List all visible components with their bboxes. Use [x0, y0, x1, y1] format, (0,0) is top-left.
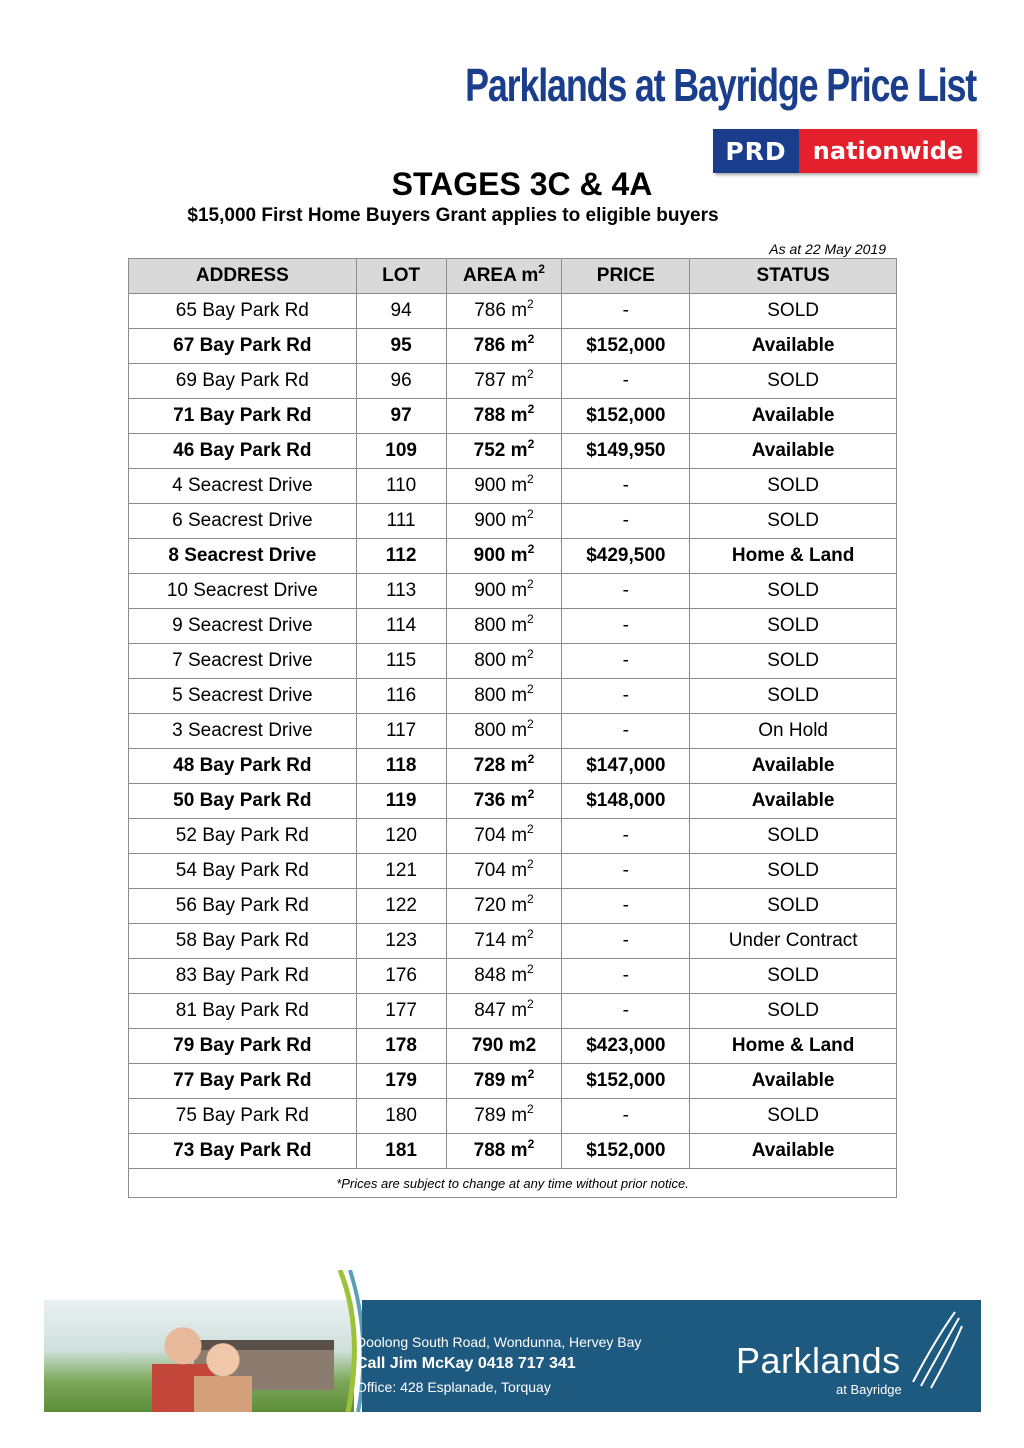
cell-status: Available [690, 434, 897, 469]
cell-price: $429,500 [562, 539, 690, 574]
area-exponent: 2 [527, 472, 534, 486]
cell-address: 54 Bay Park Rd [129, 854, 357, 889]
table-row [129, 749, 897, 784]
cell-status: Home & Land [690, 1029, 897, 1064]
cell-address: 81 Bay Park Rd [129, 994, 357, 1029]
area-unit: m [511, 1105, 528, 1126]
cell-price: $152,000 [562, 329, 690, 364]
cell-status: Available [690, 784, 897, 819]
parklands-logo-subtext: at Bayridge [836, 1382, 902, 1397]
cell-address: 67 Bay Park Rd [129, 329, 357, 364]
cell-status: SOLD [690, 679, 897, 714]
table-row [129, 539, 897, 574]
area-exponent: 2 [527, 402, 535, 416]
area-unit: m [511, 370, 528, 391]
area-unit: m [511, 965, 528, 986]
cell-address: 4 Seacrest Drive [129, 469, 357, 504]
cell-price: $152,000 [562, 1064, 690, 1099]
cell-lot: 178 [356, 1029, 446, 1064]
table-row [129, 574, 897, 609]
cell-status: SOLD [690, 574, 897, 609]
table-row [129, 469, 897, 504]
cell-area [446, 574, 562, 609]
area-exponent: 2 [527, 332, 535, 346]
cell-price: - [562, 924, 690, 959]
area-exponent: 2 [527, 962, 534, 976]
table-row [129, 609, 897, 644]
cell-area [446, 714, 562, 749]
parklands-leaf-icon [905, 1310, 965, 1390]
table-row [129, 819, 897, 854]
area-value: 786 [473, 335, 506, 356]
cell-price: - [562, 889, 690, 924]
cell-lot: 119 [356, 784, 446, 819]
area-value: 714 [474, 930, 506, 951]
cell-lot: 118 [356, 749, 446, 784]
table-row [129, 854, 897, 889]
cell-status: SOLD [690, 959, 897, 994]
area-exponent: 2 [527, 752, 535, 766]
cell-price: - [562, 1099, 690, 1134]
cell-status: Available [690, 749, 897, 784]
cell-price: $147,000 [562, 749, 690, 784]
table-row [129, 994, 897, 1029]
area-exponent: 2 [527, 927, 534, 941]
cell-lot: 114 [356, 609, 446, 644]
cell-price: $152,000 [562, 399, 690, 434]
cell-area [446, 924, 562, 959]
area-unit: m [511, 860, 528, 881]
cell-address: 3 Seacrest Drive [129, 714, 357, 749]
cell-area [446, 399, 562, 434]
cell-address: 5 Seacrest Drive [129, 679, 357, 714]
area-exponent: 2 [527, 857, 534, 871]
area-value: 720 [474, 895, 506, 916]
cell-price: - [562, 959, 690, 994]
area-header-label: AREA m [462, 265, 539, 286]
area-unit: m [511, 300, 528, 321]
cell-price: - [562, 574, 690, 609]
area-value: 800 [474, 615, 506, 636]
area-unit: m [510, 440, 528, 461]
table-row [129, 924, 897, 959]
area-unit: m [510, 790, 528, 811]
area-value: 704 [474, 860, 506, 881]
area-unit: m [511, 895, 528, 916]
table-row [129, 364, 897, 399]
column-header-price: PRICE [562, 259, 690, 294]
area-value: 728 [473, 755, 506, 776]
cell-lot: 176 [356, 959, 446, 994]
area-value: 800 [474, 650, 506, 671]
area-unit: m [510, 405, 528, 426]
price-footnote: *Prices are subject to change at any time without prior notice. [129, 1169, 897, 1198]
table-row [129, 784, 897, 819]
footnote-row [129, 1169, 897, 1198]
cell-price: - [562, 469, 690, 504]
cell-address: 7 Seacrest Drive [129, 644, 357, 679]
cell-price: - [562, 294, 690, 329]
cell-area: 790 m2 [446, 1029, 562, 1064]
table-row [129, 959, 897, 994]
table-row [129, 434, 897, 469]
cell-address: 50 Bay Park Rd [129, 784, 357, 819]
cell-status: Under Contract [690, 924, 897, 959]
area-exponent: 2 [527, 1137, 535, 1151]
cell-status: Available [690, 329, 897, 364]
area-value: 787 [474, 370, 506, 391]
cell-area [446, 959, 562, 994]
cell-address: 6 Seacrest Drive [129, 504, 357, 539]
cell-address: 8 Seacrest Drive [129, 539, 357, 574]
table-row [129, 1029, 897, 1064]
cell-status: SOLD [690, 644, 897, 679]
cell-address: 65 Bay Park Rd [129, 294, 357, 329]
cell-status: Available [690, 1134, 897, 1169]
cell-lot: 97 [356, 399, 446, 434]
cell-area [446, 749, 562, 784]
cell-status: SOLD [690, 819, 897, 854]
cell-address: 10 Seacrest Drive [129, 574, 357, 609]
cell-price: - [562, 714, 690, 749]
cell-price: - [562, 364, 690, 399]
area-unit: m [510, 1140, 528, 1161]
area-value: 788 [473, 405, 506, 426]
person-image [194, 1342, 252, 1412]
area-exponent: 2 [527, 682, 534, 696]
cell-lot: 115 [356, 644, 446, 679]
area-unit: m [511, 720, 528, 741]
nationwide-logo-text: nationwide [799, 129, 977, 173]
area-unit: m [511, 930, 528, 951]
table-row [129, 1099, 897, 1134]
table-row [129, 889, 897, 924]
area-exponent: 2 [527, 787, 535, 801]
area-value: 752 [473, 440, 506, 461]
footer-office: Office: 428 Esplanade, Torquay [356, 1379, 551, 1395]
cell-status: SOLD [690, 504, 897, 539]
cell-price: $148,000 [562, 784, 690, 819]
area-exponent: 2 [527, 297, 534, 311]
cell-status: SOLD [690, 994, 897, 1029]
cell-lot: 112 [356, 539, 446, 574]
cell-address: 71 Bay Park Rd [129, 399, 357, 434]
table-row [129, 679, 897, 714]
cell-area [446, 854, 562, 889]
cell-status: SOLD [690, 609, 897, 644]
cell-lot: 116 [356, 679, 446, 714]
area-value: 788 [473, 1140, 506, 1161]
cell-area [446, 609, 562, 644]
cell-area [446, 1099, 562, 1134]
cell-price: $152,000 [562, 1134, 690, 1169]
stage-heading: STAGES 3C & 4A [391, 166, 653, 202]
area-value: 900 [474, 510, 506, 531]
cell-address: 83 Bay Park Rd [129, 959, 357, 994]
cell-price: $149,950 [562, 434, 690, 469]
cell-price: $423,000 [562, 1029, 690, 1064]
area-exponent: 2 [527, 507, 534, 521]
cell-area [446, 679, 562, 714]
table-body [129, 294, 897, 1169]
area-value: 786 [474, 300, 506, 321]
cell-lot: 179 [356, 1064, 446, 1099]
table-row [129, 644, 897, 679]
cell-lot: 113 [356, 574, 446, 609]
area-value: 800 [474, 685, 506, 706]
cell-lot: 96 [356, 364, 446, 399]
area-value: 704 [474, 825, 506, 846]
cell-address: 9 Seacrest Drive [129, 609, 357, 644]
area-unit: m [511, 580, 528, 601]
table-row [129, 399, 897, 434]
area-value: 847 [474, 1000, 506, 1021]
cell-lot: 121 [356, 854, 446, 889]
cell-status: SOLD [690, 294, 897, 329]
cell-price: - [562, 504, 690, 539]
cell-area [446, 784, 562, 819]
cell-address: 58 Bay Park Rd [129, 924, 357, 959]
cell-status: Available [690, 1064, 897, 1099]
cell-area [446, 364, 562, 399]
cell-area [446, 504, 562, 539]
cell-price: - [562, 609, 690, 644]
cell-lot: 120 [356, 819, 446, 854]
table-row [129, 1134, 897, 1169]
footer-call: Call Jim McKay 0418 717 341 [356, 1355, 576, 1372]
area-exponent: 2 [527, 612, 534, 626]
column-header-area [446, 259, 562, 294]
banner-photo-couple [44, 1300, 354, 1412]
cell-lot: 109 [356, 434, 446, 469]
cell-area [446, 644, 562, 679]
parklands-logo-text: Parklands [736, 1340, 901, 1381]
document-title: Parklands at Bayridge Price List [465, 59, 976, 111]
cell-price: - [562, 679, 690, 714]
cell-address: 46 Bay Park Rd [129, 434, 357, 469]
cell-area [446, 329, 562, 364]
area-unit: m [511, 615, 528, 636]
area-exponent: 2 [527, 577, 534, 591]
area-header-exponent: 2 [538, 262, 545, 276]
cell-address: 77 Bay Park Rd [129, 1064, 357, 1099]
cell-status: SOLD [690, 469, 897, 504]
cell-status: Available [690, 399, 897, 434]
cell-address: 69 Bay Park Rd [129, 364, 357, 399]
area-exponent: 2 [527, 822, 534, 836]
cell-status: SOLD [690, 889, 897, 924]
cell-status: SOLD [690, 854, 897, 889]
area-unit: m [511, 650, 528, 671]
column-header-status: STATUS [690, 259, 897, 294]
cell-area [446, 539, 562, 574]
cell-area [446, 819, 562, 854]
cell-lot: 122 [356, 889, 446, 924]
cell-area [446, 889, 562, 924]
area-value: 900 [474, 475, 506, 496]
area-unit: m [510, 755, 528, 776]
area-exponent: 2 [527, 892, 534, 906]
cell-price: - [562, 994, 690, 1029]
cell-lot: 95 [356, 329, 446, 364]
table-row [129, 294, 897, 329]
area-exponent: 2 [527, 542, 535, 556]
table-row [129, 329, 897, 364]
table-row [129, 504, 897, 539]
cell-area [446, 1064, 562, 1099]
table-header-row [129, 259, 897, 294]
cell-price: - [562, 854, 690, 889]
cell-address: 56 Bay Park Rd [129, 889, 357, 924]
area-value: 736 [473, 790, 506, 811]
area-value: 900 [474, 580, 506, 601]
area-unit: m [511, 510, 528, 531]
area-unit: m [510, 1070, 528, 1091]
cell-lot: 123 [356, 924, 446, 959]
cell-lot: 177 [356, 994, 446, 1029]
cell-area [446, 994, 562, 1029]
grant-subheading: $15,000 First Home Buyers Grant applies to eligible buyers [187, 205, 719, 226]
cell-area [446, 469, 562, 504]
cell-address: 73 Bay Park Rd [129, 1134, 357, 1169]
area-unit: m [511, 825, 528, 846]
footer-address: Doolong South Road, Wondunna, Hervey Bay [356, 1334, 642, 1350]
area-exponent: 2 [527, 437, 535, 451]
cell-area [446, 294, 562, 329]
cell-lot: 94 [356, 294, 446, 329]
area-exponent: 2 [527, 997, 534, 1011]
area-value: 789 [473, 1070, 506, 1091]
cell-lot: 117 [356, 714, 446, 749]
cell-price: - [562, 819, 690, 854]
cell-lot: 181 [356, 1134, 446, 1169]
area-unit: m [511, 475, 528, 496]
cell-status: On Hold [690, 714, 897, 749]
area-exponent: 2 [527, 1102, 534, 1116]
cell-price: - [562, 644, 690, 679]
cell-lot: 111 [356, 504, 446, 539]
prd-logo-text: PRD [713, 129, 799, 173]
column-header-lot: LOT [356, 259, 446, 294]
cell-area [446, 1134, 562, 1169]
area-exponent: 2 [527, 647, 534, 661]
cell-address: 79 Bay Park Rd [129, 1029, 357, 1064]
area-value: 789 [474, 1105, 506, 1126]
cell-area [446, 434, 562, 469]
area-value: 900 [473, 545, 506, 566]
area-unit: m [510, 545, 528, 566]
area-unit: m [511, 685, 528, 706]
cell-status: Home & Land [690, 539, 897, 574]
area-value: 800 [474, 720, 506, 741]
area-exponent: 2 [527, 1067, 535, 1081]
cell-lot: 110 [356, 469, 446, 504]
cell-lot: 180 [356, 1099, 446, 1134]
area-value: 848 [474, 965, 506, 986]
area-unit: m [511, 1000, 528, 1021]
cell-status: SOLD [690, 1099, 897, 1134]
area-exponent: 2 [527, 717, 534, 731]
area-exponent: 2 [527, 367, 534, 381]
cell-status: SOLD [690, 364, 897, 399]
table-row [129, 714, 897, 749]
cell-address: 75 Bay Park Rd [129, 1099, 357, 1134]
price-list-table [128, 258, 897, 1198]
cell-address: 48 Bay Park Rd [129, 749, 357, 784]
cell-address: 52 Bay Park Rd [129, 819, 357, 854]
area-unit: m [510, 335, 528, 356]
column-header-address: ADDRESS [129, 259, 357, 294]
table-row [129, 1064, 897, 1099]
as-at-date: As at 22 May 2019 [769, 241, 886, 257]
